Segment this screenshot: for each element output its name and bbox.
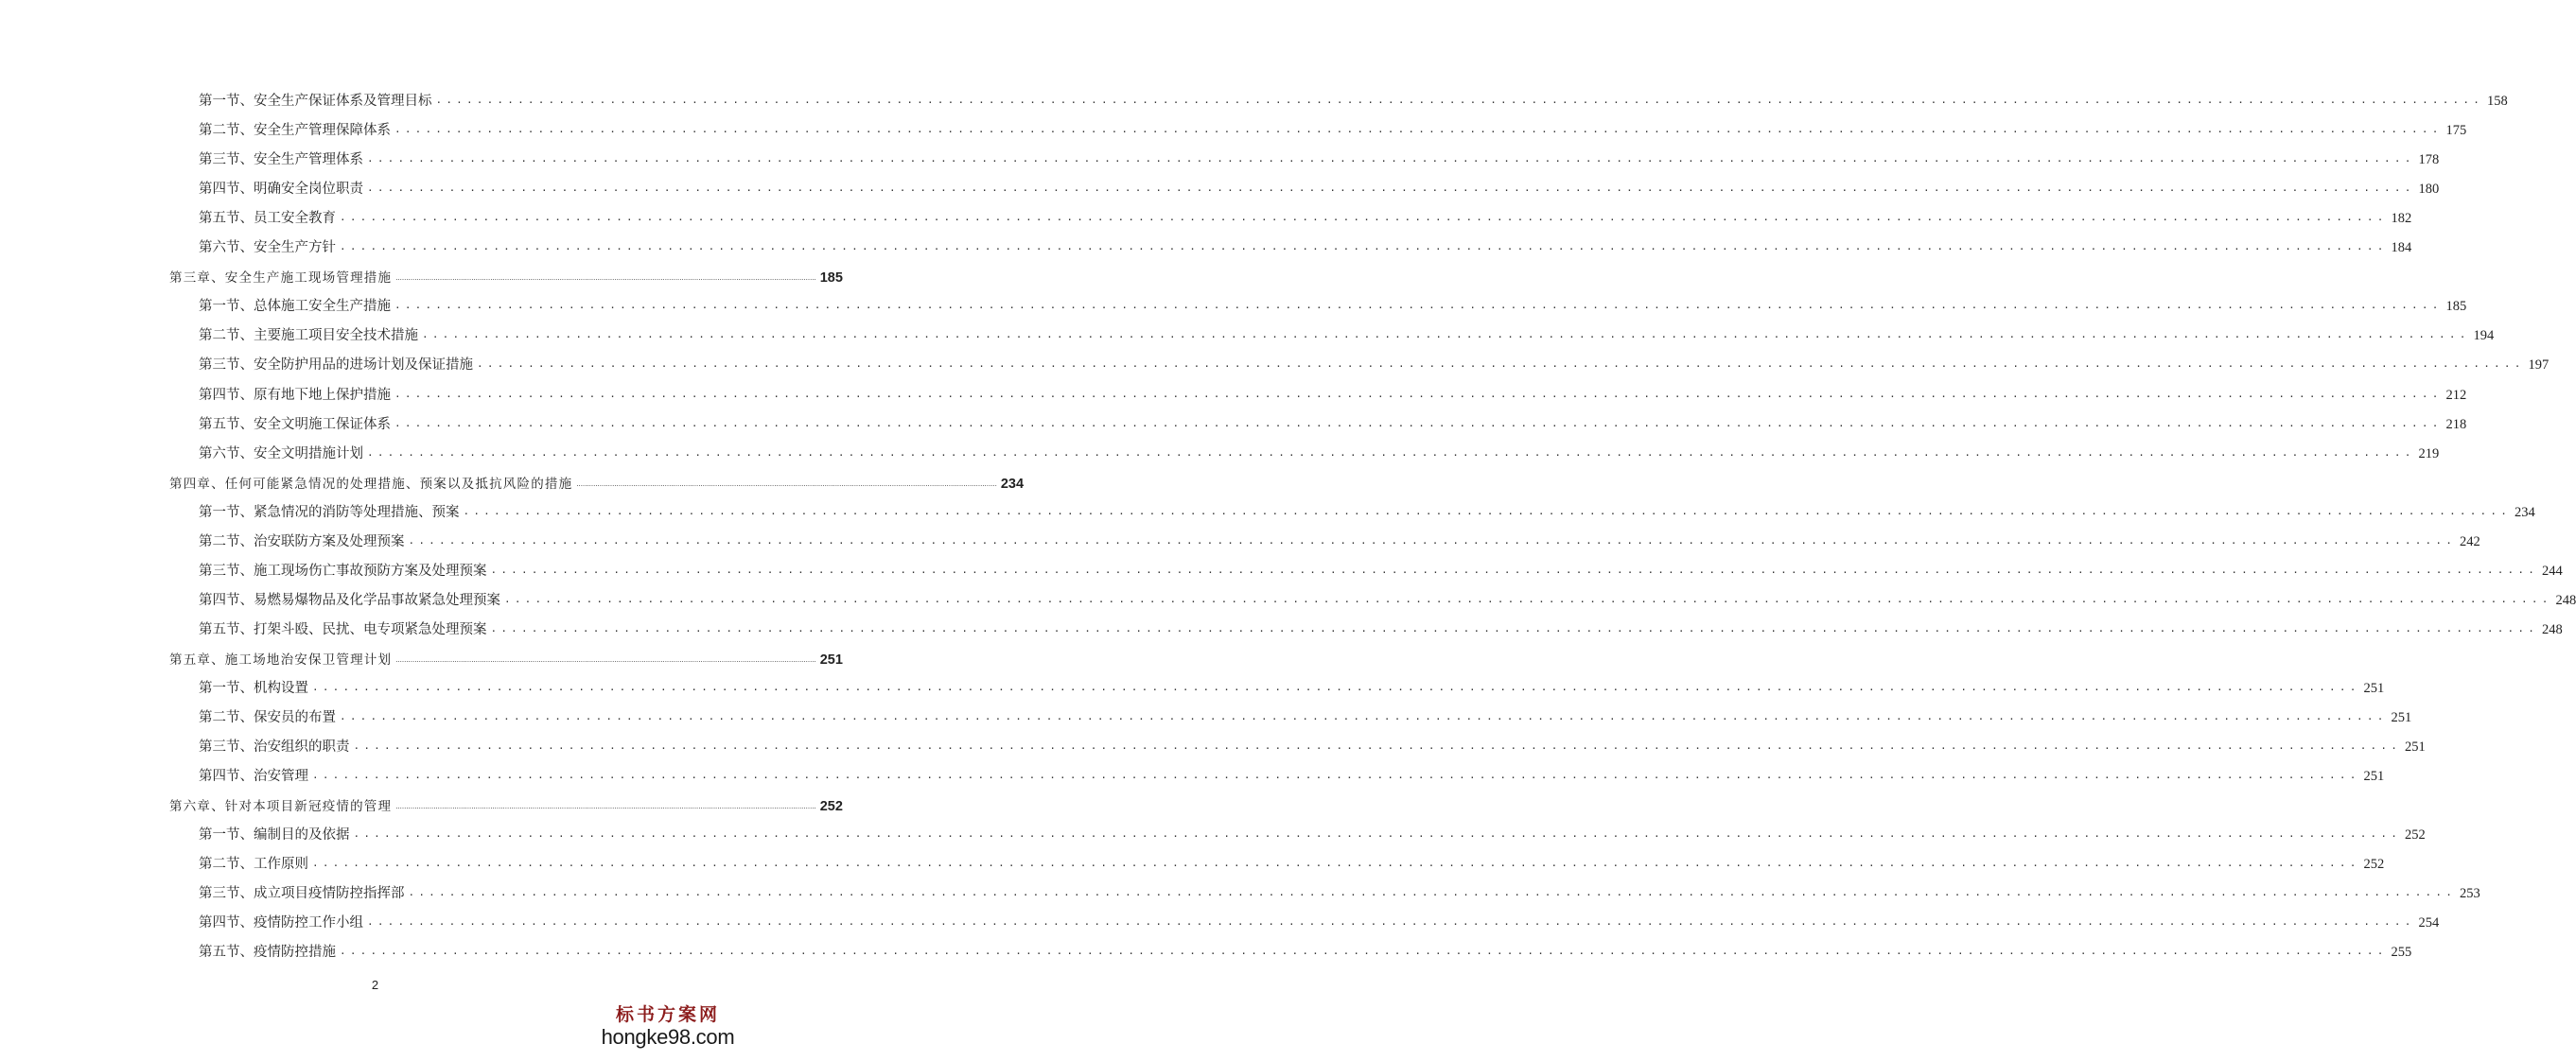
- toc-entry-title: 第四节、治安管理: [199, 769, 308, 785]
- dot-leader: ........................................................................................................................................................................................................: [367, 182, 2415, 195]
- toc-section-entry[interactable]: [199, 146, 2440, 168]
- toc-section-entry[interactable]: [199, 204, 2412, 227]
- toc-chapter-entry[interactable]: [169, 263, 843, 287]
- dot-leader: ........................................................................................................................................................................................................: [353, 827, 2402, 841]
- toc-entry-page: 218: [2445, 416, 2467, 432]
- dot-leader: ........................................................................................................................................................................................................: [340, 240, 2388, 253]
- toc-entry-title: 第四节、疫情防控工作小组: [199, 915, 363, 931]
- dot-leader: ........................................................................................................................................................................................................: [394, 387, 2443, 400]
- toc-entry-title: 第五节、疫情防控措施: [199, 945, 336, 961]
- toc-entry-title: 第六节、安全文明措施计划: [199, 445, 363, 461]
- toc-entry-title: 第二节、保安员的布置: [199, 710, 336, 726]
- toc-entry-page: 185: [819, 270, 843, 287]
- toc-entry-page: 197: [2528, 357, 2550, 374]
- dot-leader: ........................................................................................................................................................................................................: [367, 445, 2415, 459]
- dot-leader: ........................................................................................................................................................................................................: [422, 328, 2470, 341]
- toc-entry-page: 234: [2515, 504, 2535, 520]
- toc-section-entry[interactable]: [199, 938, 2412, 961]
- toc-entry-title: 第一节、安全生产保证体系及管理目标: [199, 94, 432, 109]
- toc-entry-page: 251: [2363, 681, 2385, 696]
- toc-entry-page: 219: [2418, 445, 2440, 461]
- toc-entry-title: 第一节、机构设置: [199, 681, 308, 696]
- dot-leader: ........................................................................................................................................................................................................: [395, 654, 816, 664]
- toc-entry-title: 第五节、员工安全教育: [199, 211, 336, 227]
- toc-section-entry[interactable]: [199, 234, 2412, 256]
- toc-entry-page: 248: [2542, 621, 2563, 637]
- toc-entry-page: 185: [2445, 299, 2467, 315]
- toc-section-entry[interactable]: [199, 762, 2385, 785]
- dot-leader: ........................................................................................................................................................................................................: [576, 478, 997, 488]
- toc-entry-title: 第一节、紧急情况的消防等处理措施、预案: [199, 504, 460, 520]
- toc-entry-page: 212: [2445, 387, 2467, 403]
- toc-entry-page: 158: [2487, 94, 2508, 109]
- toc-section-entry[interactable]: [199, 733, 2426, 756]
- dot-leader: ........................................................................................................................................................................................................: [394, 299, 2443, 312]
- toc-entry-title: 第四节、原有地下地上保护措施: [199, 387, 391, 403]
- toc-entry-page: 251: [2363, 769, 2385, 785]
- toc-section-entry[interactable]: [199, 498, 2535, 521]
- toc-entry-title: 第六节、安全生产方针: [199, 240, 336, 256]
- toc-section-entry[interactable]: [199, 586, 2576, 609]
- toc-entry-page: 251: [2405, 739, 2426, 756]
- toc-entry-title: 第三节、治安组织的职责: [199, 739, 350, 756]
- toc-chapter-entry[interactable]: [169, 791, 843, 815]
- toc-chapter-entry[interactable]: [169, 645, 843, 668]
- toc-section-entry[interactable]: [199, 292, 2467, 315]
- dot-leader: ........................................................................................................................................................................................................: [490, 621, 2539, 635]
- toc-section-entry[interactable]: [199, 879, 2480, 902]
- toc-entry-page: 184: [2391, 240, 2412, 256]
- toc-section-entry[interactable]: [199, 410, 2467, 433]
- toc-entry-title: 第五节、打架斗殴、民扰、电专项紧急处理预案: [199, 621, 487, 637]
- toc-entry-title: 第四节、明确安全岗位职责: [199, 182, 363, 198]
- dot-leader: ........................................................................................................................................................................................................: [395, 273, 816, 283]
- toc-entry-page: 252: [2405, 827, 2426, 844]
- toc-section-entry[interactable]: [199, 528, 2480, 550]
- dot-leader: ........................................................................................................................................................................................................: [408, 886, 2457, 899]
- toc-entry-page: 251: [819, 652, 843, 668]
- dot-leader: ........................................................................................................................................................................................................: [367, 152, 2415, 165]
- toc-entry-title: 第三节、安全生产管理体系: [199, 152, 363, 168]
- toc-entry-page: 194: [2473, 328, 2495, 344]
- toc-entry-page: 254: [2418, 915, 2440, 931]
- dot-leader: ........................................................................................................................................................................................................: [394, 123, 2443, 136]
- toc-entry-title: 第二节、主要施工项目安全技术措施: [199, 328, 418, 344]
- toc-entry-title: 第四节、易燃易爆物品及化学品事故紧急处理预案: [199, 592, 500, 608]
- toc-entry-title: 第一节、总体施工安全生产措施: [199, 299, 391, 315]
- toc-entry-title: 第二节、安全生产管理保障体系: [199, 123, 391, 139]
- dot-leader: ........................................................................................................................................................................................................: [395, 802, 816, 811]
- toc-entry-title: 第五节、安全文明施工保证体系: [199, 416, 391, 432]
- toc-section-entry[interactable]: [199, 704, 2412, 726]
- toc-section-entry[interactable]: [199, 616, 2563, 638]
- watermark-url: hongke98.com: [601, 1025, 735, 1049]
- toc-entry-title: 第三节、施工现场伤亡事故预防方案及处理预案: [199, 563, 487, 579]
- toc-entry-page: 242: [2460, 533, 2480, 549]
- toc-entry-title: 第二节、工作原则: [199, 857, 308, 873]
- toc-entry-page: 182: [2391, 211, 2412, 227]
- toc-section-entry[interactable]: [199, 381, 2467, 404]
- toc-section-entry[interactable]: [199, 440, 2440, 462]
- dot-leader: ........................................................................................................................................................................................................: [408, 533, 2457, 547]
- toc-section-entry[interactable]: [199, 674, 2385, 697]
- toc-section-entry[interactable]: [199, 175, 2440, 198]
- toc-entry-title: 第三节、成立项目疫情防控指挥部: [199, 886, 405, 902]
- watermark: [597, 1004, 739, 1050]
- toc-section-entry[interactable]: [199, 116, 2467, 139]
- toc-entry-page: 252: [2363, 857, 2385, 873]
- toc-entry-page: 248: [2555, 592, 2576, 608]
- toc-entry-page: 244: [2542, 563, 2563, 579]
- toc-entry-page: 255: [2391, 945, 2412, 961]
- dot-leader: ........................................................................................................................................................................................................: [477, 357, 2525, 371]
- toc-entry-title: 第三章、安全生产施工现场管理措施: [169, 270, 393, 287]
- page-number: 2: [371, 978, 379, 992]
- toc-section-entry[interactable]: [199, 351, 2550, 374]
- dot-leader: ........................................................................................................................................................................................................: [394, 416, 2443, 429]
- toc-section-entry[interactable]: [199, 87, 2508, 110]
- toc-entry-page: 175: [2445, 123, 2467, 139]
- dot-leader: ........................................................................................................................................................................................................: [435, 94, 2484, 106]
- dot-leader: ........................................................................................................................................................................................................: [504, 592, 2552, 605]
- watermark-title: 标书方案网: [615, 1004, 720, 1025]
- toc-section-entry[interactable]: [199, 557, 2563, 580]
- toc-entry-title: 第二节、治安联防方案及处理预案: [199, 533, 405, 549]
- dot-leader: ........................................................................................................................................................................................................: [340, 945, 2388, 958]
- toc-entry-page: 178: [2418, 152, 2440, 168]
- toc-entry-page: 253: [2460, 886, 2480, 902]
- toc-entry-page: 234: [1000, 476, 1025, 492]
- toc-entry-page: 180: [2418, 182, 2440, 198]
- toc-entry-title: 第六章、针对本项目新冠疫情的管理: [169, 799, 393, 815]
- dot-leader: ........................................................................................................................................................................................................: [490, 563, 2539, 576]
- dot-leader: ........................................................................................................................................................................................................: [353, 739, 2402, 753]
- toc-section-entry[interactable]: [199, 909, 2440, 931]
- dot-leader: ........................................................................................................................................................................................................: [312, 769, 2360, 782]
- toc-entry-title: 第五章、施工场地治安保卫管理计划: [169, 652, 393, 668]
- dot-leader: ........................................................................................................................................................................................................: [340, 710, 2388, 723]
- toc-section-entry[interactable]: [199, 322, 2495, 344]
- toc-entry-page: 252: [819, 799, 843, 815]
- toc-chapter-entry[interactable]: [169, 469, 1025, 492]
- toc-entry-title: 第一节、编制目的及依据: [199, 827, 350, 844]
- toc-entry-title: 第四章、任何可能紧急情况的处理措施、预案以及抵抗风险的措施: [169, 476, 573, 492]
- dot-leader: ........................................................................................................................................................................................................: [312, 681, 2360, 693]
- dot-leader: ........................................................................................................................................................................................................: [312, 857, 2360, 870]
- toc-section-entry[interactable]: [199, 850, 2385, 873]
- toc-entry-page: 251: [2391, 710, 2412, 726]
- toc-section-entry[interactable]: [199, 821, 2426, 844]
- dot-leader: ........................................................................................................................................................................................................: [367, 915, 2415, 929]
- toc-entry-title: 第三节、安全防护用品的进场计划及保证措施: [199, 357, 473, 374]
- dot-leader: ........................................................................................................................................................................................................: [463, 504, 2512, 517]
- dot-leader: ........................................................................................................................................................................................................: [340, 211, 2388, 224]
